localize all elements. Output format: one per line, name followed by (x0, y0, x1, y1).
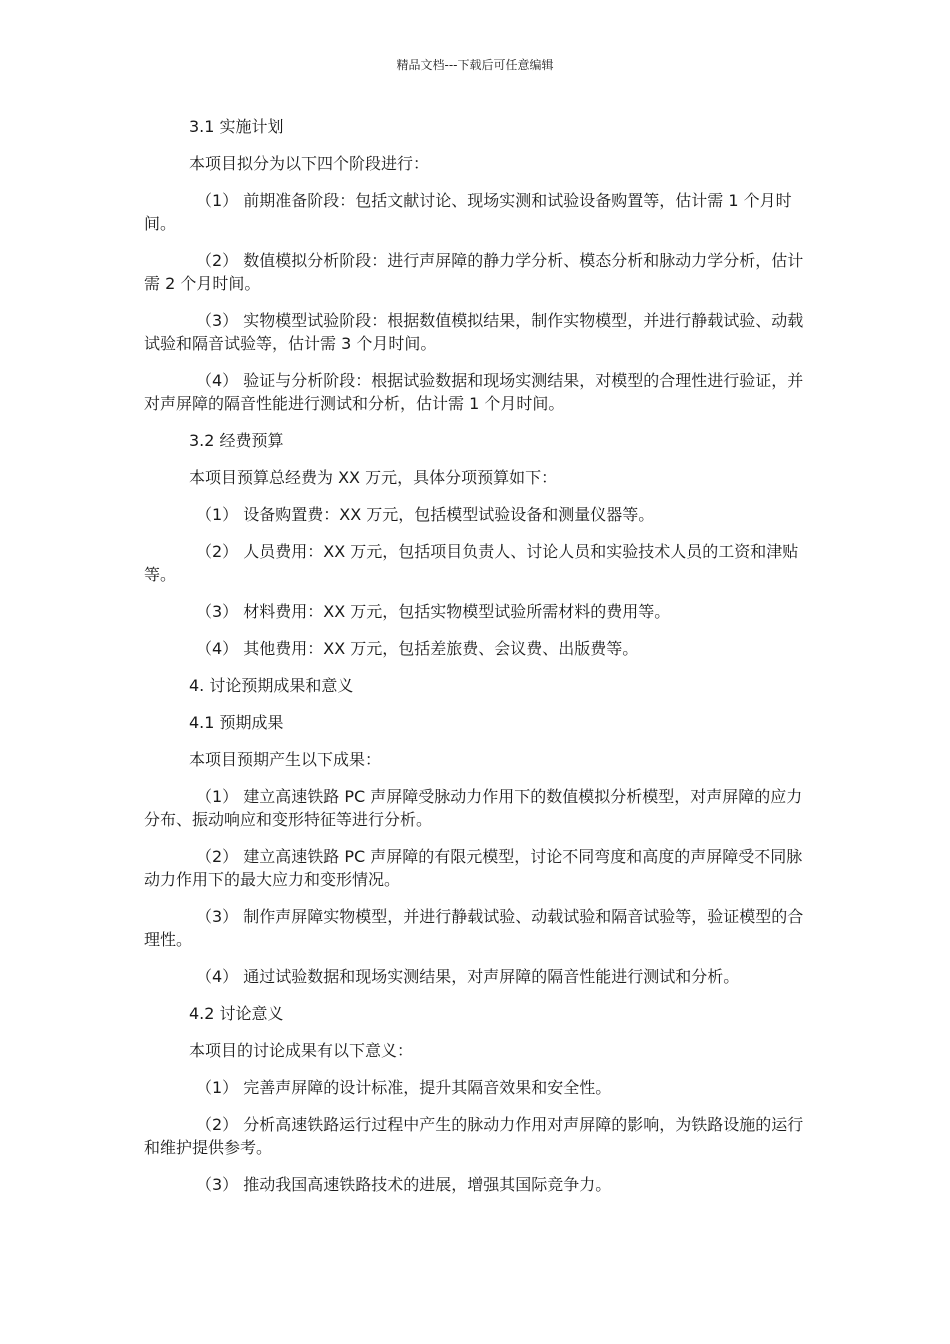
list-item: （2） 人员费用：XX 万元，包括项目负责人、讨论人员和实验技术人员的工资和津贴等。 (144, 542, 799, 584)
list-item: （2） 数值模拟分析阶段：进行声屏障的静力学分析、模态分析和脉动力学分析，估计需 2 个月时间。 (144, 251, 804, 293)
list-item: （4） 验证与分析阶段：根据试验数据和现场实测结果，对模型的合理性进行验证，并对声屏障的隔音性能进行测试和分析，估计需 1 个月时间。 (144, 371, 804, 413)
list-item: （1） 建立高速铁路 PC 声屏障受脉动力作用下的数值模拟分析模型，对声屏障的应力分布、振动响应和变形特征等进行分析。 (144, 787, 803, 829)
section-heading-4-2: 4.2 讨论意义 (189, 1004, 284, 1023)
page-header: 精品文档---下载后可任意编辑 (396, 58, 554, 72)
list-item: （1） 设备购置费：XX 万元，包括模型试验设备和测量仪器等。 (196, 505, 655, 524)
list-item: （4） 其他费用：XX 万元，包括差旅费、会议费、出版费等。 (196, 639, 639, 658)
paragraph: 本项目拟分为以下四个阶段进行： (189, 154, 430, 173)
list-item: （3） 实物模型试验阶段：根据数值模拟结果，制作实物模型，并进行静载试验、动载试验和隔音试验等，估计需 3 个月时间。 (144, 311, 804, 353)
paragraph: 本项目的讨论成果有以下意义： (189, 1041, 414, 1060)
list-item: （1） 前期准备阶段：包括文献讨论、现场实测和试验设备购置等，估计需 1 个月时间。 (144, 191, 792, 233)
list-item: （1） 完善声屏障的设计标准，提升其隔音效果和安全性。 (196, 1078, 612, 1097)
list-item: （3） 制作声屏障实物模型，并进行静载试验、动载试验和隔音试验等，验证模型的合理性。 (144, 907, 804, 949)
document-body (144, 115, 808, 1196)
list-item: （3） 推动我国高速铁路技术的进展，增强其国际竞争力。 (196, 1175, 612, 1194)
list-item: （2） 分析高速铁路运行过程中产生的脉动力作用对声屏障的影响，为铁路设施的运行和维护提供参考。 (144, 1115, 804, 1157)
paragraph: 本项目预算总经费为 XX 万元，具体分项预算如下： (189, 468, 558, 487)
section-heading-3-1: 3.1 实施计划 (189, 117, 284, 136)
section-heading-3-2: 3.2 经费预算 (189, 431, 284, 450)
section-heading-4: 4. 讨论预期成果和意义 (189, 676, 354, 695)
list-item: （3） 材料费用：XX 万元，包括实物模型试验所需材料的费用等。 (196, 602, 671, 621)
list-item: （2） 建立高速铁路 PC 声屏障的有限元模型，讨论不同弯度和高度的声屏障受不同脉动力作用下的最大应力和变形情况。 (144, 847, 803, 889)
paragraph: 本项目预期产生以下成果： (189, 750, 382, 769)
list-item: （4） 通过试验数据和现场实测结果，对声屏障的隔音性能进行测试和分析。 (196, 967, 740, 986)
section-heading-4-1: 4.1 预期成果 (189, 713, 284, 732)
